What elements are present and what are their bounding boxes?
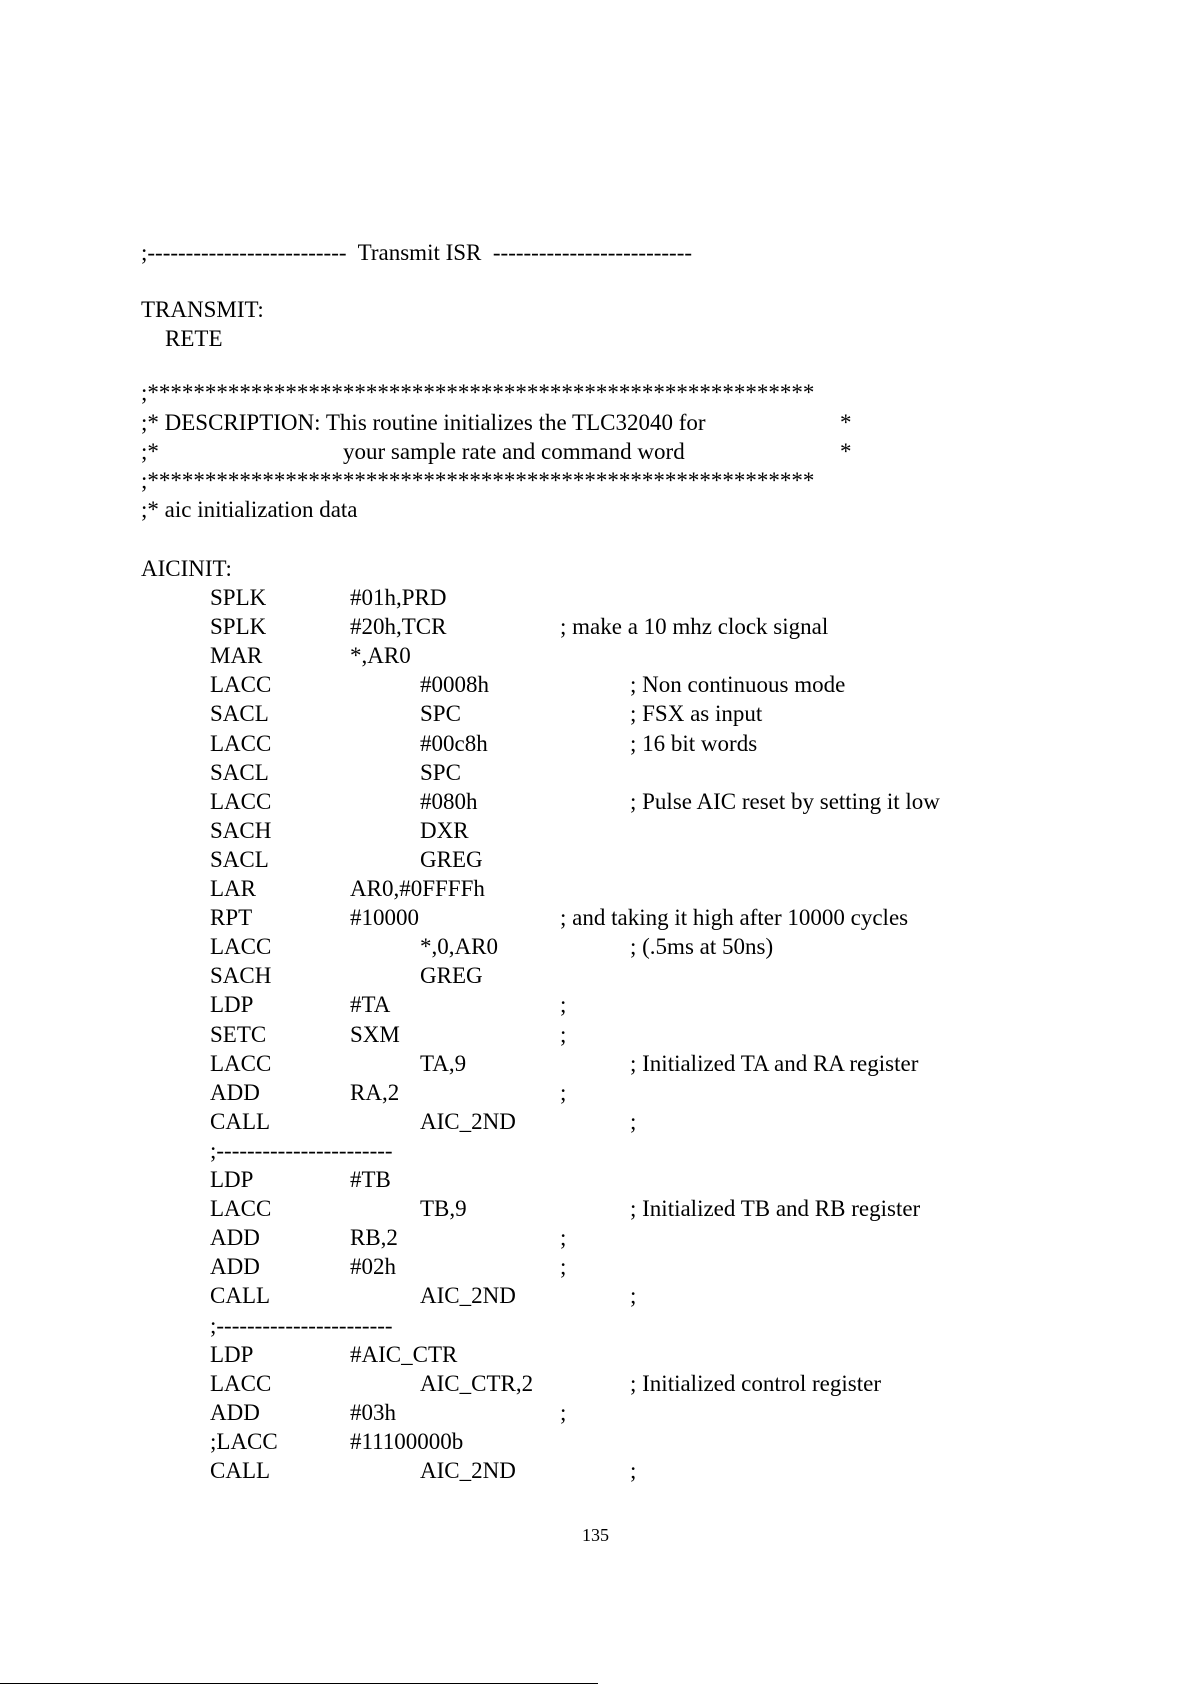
comment-box-right-star: * xyxy=(840,410,852,435)
code-opcode: SACH xyxy=(210,963,272,988)
code-comment: ; xyxy=(560,1022,567,1047)
code-operand: #TA xyxy=(350,992,391,1017)
code-operand: #10000 xyxy=(350,905,419,930)
code-opcode: SACL xyxy=(210,701,269,726)
code-comment: ; Non continuous mode xyxy=(630,672,846,697)
code-opcode: SETC xyxy=(210,1022,267,1047)
code-operand: GREG xyxy=(420,963,483,988)
transmit-isr-header: ;-------------------------- Transmit ISR -------------------------- xyxy=(141,240,693,265)
code-opcode: LACC xyxy=(210,789,272,814)
code-operand: RA,2 xyxy=(350,1080,400,1105)
code-operand: *,0,AR0 xyxy=(420,934,498,959)
code-comment: ; xyxy=(560,992,567,1017)
code-comment: ; Pulse AIC reset by setting it low xyxy=(630,789,940,814)
code-operand: RB,2 xyxy=(350,1225,398,1250)
code-opcode: CALL xyxy=(210,1458,271,1483)
code-opcode: LACC xyxy=(210,1196,272,1221)
code-opcode: ADD xyxy=(210,1080,260,1105)
comment-box-bottom-border: ;********************************************************** xyxy=(141,468,815,493)
description-line-2-prefix: ;* xyxy=(141,439,159,464)
code-opcode: ADD xyxy=(210,1225,260,1250)
comment-box-right-star: * xyxy=(840,439,852,464)
footer-rule xyxy=(0,1683,598,1684)
code-operand: #0008h xyxy=(420,672,489,697)
code-comment: ; make a 10 mhz clock signal xyxy=(560,614,829,639)
code-opcode: SACL xyxy=(210,847,269,872)
code-opcode: SPLK xyxy=(210,614,267,639)
code-comment: ; xyxy=(560,1254,567,1279)
code-comment: ; Initialized control register xyxy=(630,1371,881,1396)
rete-instruction: RETE xyxy=(165,326,223,351)
code-comment: ; xyxy=(560,1080,567,1105)
code-operand: #01h,PRD xyxy=(350,585,447,610)
code-opcode: LACC xyxy=(210,1051,272,1076)
code-opcode: SPLK xyxy=(210,585,267,610)
page-number: 135 xyxy=(582,1525,609,1545)
comment-box-top-border: ;********************************************************** xyxy=(141,380,815,405)
code-opcode: SACH xyxy=(210,818,272,843)
code-operand: AIC_CTR,2 xyxy=(420,1371,534,1396)
code-opcode: ADD xyxy=(210,1254,260,1279)
code-opcode: CALL xyxy=(210,1109,271,1134)
code-opcode: LACC xyxy=(210,1371,272,1396)
code-operand: DXR xyxy=(420,818,469,843)
code-operand: TB,9 xyxy=(420,1196,467,1221)
code-comment: ; xyxy=(560,1400,567,1425)
code-operand: AR0,#0FFFFh xyxy=(350,876,485,901)
code-operand: #00c8h xyxy=(420,731,488,756)
code-opcode: LDP xyxy=(210,1342,254,1367)
code-operand: *,AR0 xyxy=(350,643,411,668)
code-opcode: ADD xyxy=(210,1400,260,1425)
transmit-label: TRANSMIT: xyxy=(141,297,264,322)
code-opcode: ;----------------------- xyxy=(210,1138,393,1163)
code-comment: ; xyxy=(560,1225,567,1250)
code-comment: ; FSX as input xyxy=(630,701,763,726)
code-opcode: LDP xyxy=(210,992,254,1017)
code-operand: SPC xyxy=(420,760,461,785)
code-opcode: CALL xyxy=(210,1283,271,1308)
code-opcode: RPT xyxy=(210,905,253,930)
code-comment: ; Initialized TA and RA register xyxy=(630,1051,919,1076)
code-comment: ; xyxy=(630,1109,637,1134)
code-operand: #02h xyxy=(350,1254,396,1279)
code-opcode: LACC xyxy=(210,672,272,697)
code-operand: AIC_2ND xyxy=(420,1109,516,1134)
code-opcode: LAR xyxy=(210,876,256,901)
aicinit-label: AICINIT: xyxy=(141,556,232,581)
code-operand: #AIC_CTR xyxy=(350,1342,458,1367)
code-operand: AIC_2ND xyxy=(420,1283,516,1308)
code-comment: ; (.5ms at 50ns) xyxy=(630,934,774,959)
code-operand: SPC xyxy=(420,701,461,726)
code-opcode: ;LACC xyxy=(210,1429,278,1454)
aic-init-data-comment: ;* aic initialization data xyxy=(141,497,358,522)
description-line-1: ;* DESCRIPTION: This routine initializes the TLC32040 for xyxy=(141,410,706,435)
code-operand: #TB xyxy=(350,1167,391,1192)
code-operand: #080h xyxy=(420,789,478,814)
code-operand: GREG xyxy=(420,847,483,872)
code-operand: #20h,TCR xyxy=(350,614,447,639)
code-comment: ; xyxy=(630,1283,637,1308)
code-comment: ; xyxy=(630,1458,637,1483)
code-opcode: SACL xyxy=(210,760,269,785)
code-opcode: LACC xyxy=(210,731,272,756)
code-opcode: MAR xyxy=(210,643,263,668)
code-operand: SXM xyxy=(350,1022,400,1047)
code-comment: ; and taking it high after 10000 cycles xyxy=(560,905,909,930)
code-comment: ; Initialized TB and RB register xyxy=(630,1196,921,1221)
code-opcode: LACC xyxy=(210,934,272,959)
code-operand: #03h xyxy=(350,1400,396,1425)
description-line-2: your sample rate and command word xyxy=(343,439,685,464)
code-operand: AIC_2ND xyxy=(420,1458,516,1483)
code-opcode: ;----------------------- xyxy=(210,1313,393,1338)
code-operand: TA,9 xyxy=(420,1051,467,1076)
code-operand: #11100000b xyxy=(350,1429,464,1454)
code-opcode: LDP xyxy=(210,1167,254,1192)
code-comment: ; 16 bit words xyxy=(630,731,758,756)
